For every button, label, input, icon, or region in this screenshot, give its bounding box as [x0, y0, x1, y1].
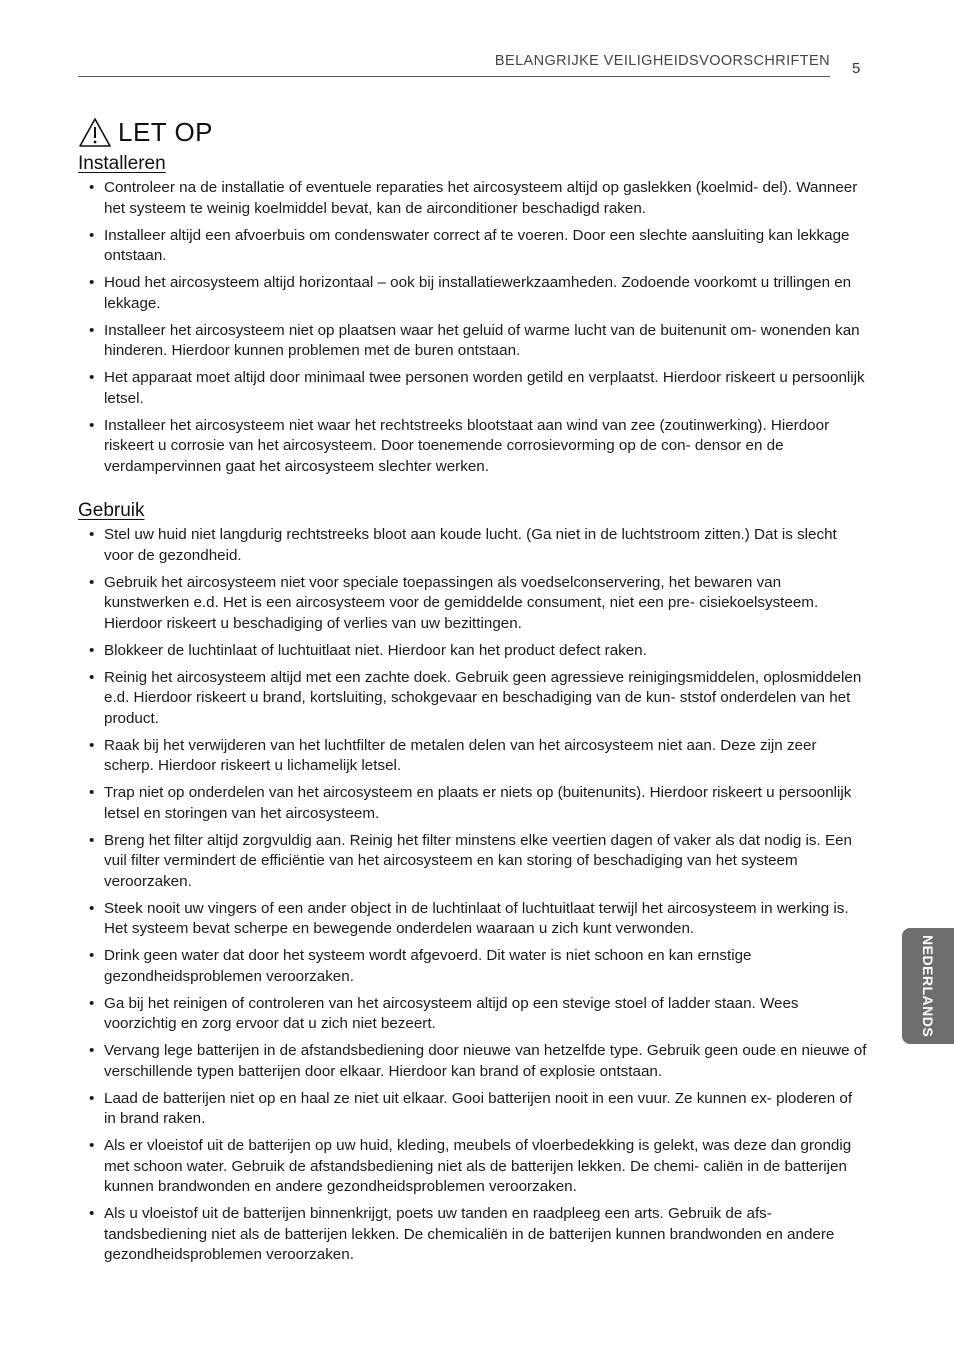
- page-number: 5: [852, 60, 861, 77]
- list-item: • Breng het filter altijd zorgvuldig aan. Reinig het filter minstens elke veertien dagen of vaker als dat nodig is. Een vuil filter vermindert de efficiëntie van het aircosysteem en kan storing of beschadiging van het systeem veroorzaken.: [78, 831, 868, 893]
- list-item: • Het apparaat moet altijd door minimaal twee personen worden getild en verplaatst. Hierdoor riskeert u persoonlijk letsel.: [78, 368, 868, 409]
- list-item: • Vervang lege batterijen in de afstandsbediening door nieuwe van hetzelfde type. Gebruik geen oude en nieuwe of verschillende typen batterijen door elkaar. Hierdoor kan brand of explosie ontstaan.: [78, 1041, 868, 1082]
- list-item: • Trap niet op onderdelen van het aircosysteem en plaats er niets op (buitenunits). Hierdoor riskeert u persoonlijk letsel en storingen van het aircosysteem.: [78, 783, 868, 824]
- list-item: • Laad de batterijen niet op en haal ze niet uit elkaar. Gooi batterijen nooit in een vuur. Ze kunnen ex- ploderen of in brand raken.: [78, 1089, 868, 1130]
- section-heading-installeren: Installeren: [78, 153, 166, 174]
- list-item: • Installeer altijd een afvoerbuis om condenswater correct af te voeren. Door een slechte aansluiting kan lekkage ontstaan.: [78, 226, 868, 267]
- list-item: • Als u vloeistof uit de batterijen binnenkrijgt, poets uw tanden en raadpleeg een arts. Gebruik de afs- tandsbediening niet als de batterijen lekken. De chemicaliën in de batterijen kunnen brandwonden en andere gezondheidsproblemen veroorzaken.: [78, 1204, 868, 1266]
- list-item: • Drink geen water dat door het systeem wordt afgevoerd. Dit water is niet schoon en kan ernstige gezondheidsproblemen veroorzaken.: [78, 946, 868, 987]
- caution-heading: [78, 117, 213, 148]
- caution-title: LET OP: [118, 117, 214, 147]
- installeren-list: [78, 178, 868, 484]
- list-item: • Als er vloeistof uit de batterijen op uw huid, kleding, meubels of vloerbedekking is gelekt, was deze dan grondig met schoon water. Gebruik de afstandsbediening niet als de batterijen lekken. De chemi- caliën in de batterijen kunnen brandwonden en andere gezondheidsproblemen veroorzaken.: [78, 1136, 868, 1198]
- header-rule: [78, 76, 830, 77]
- section-heading-gebruik: Gebruik: [78, 500, 145, 521]
- list-item: • Blokkeer de luchtinlaat of luchtuitlaat niet. Hierdoor kan het product defect raken.: [78, 641, 868, 662]
- list-item: • Installeer het aircosysteem niet op plaatsen waar het geluid of warme lucht van de buitenunit om- wonenden kan hinderen. Hierdoor kunnen problemen met de buren ontstaan.: [78, 321, 868, 362]
- list-item: • Ga bij het reinigen of controleren van het aircosysteem altijd op een stevige stoel of ladder staan. Wees voorzichtig en zorg ervoor dat u zich niet bezeert.: [78, 994, 868, 1035]
- warning-triangle-icon: [78, 117, 112, 148]
- gebruik-list: [78, 525, 868, 1272]
- header-title: BELANGRIJKE VEILIGHEIDSVOORSCHRIFTEN: [494, 53, 830, 69]
- list-item: • Stel uw huid niet langdurig rechtstreeks bloot aan koude lucht. (Ga niet in de luchtstroom zitten.) Dat is slecht voor de gezondheid.: [78, 525, 868, 566]
- list-item: • Reinig het aircosysteem altijd met een zachte doek. Gebruik geen agressieve reinigingsmiddelen, oplosmiddelen e.d. Hierdoor riskeert u brand, kortsluiting, schokgevaar en beschadiging van de kun- ststof onderdelen van het product.: [78, 668, 868, 730]
- list-item: • Steek nooit uw vingers of een ander object in de luchtinlaat of luchtuitlaat terwijl het aircosysteem in werking is. Het systeem bevat scherpe en bewegende onderdelen waaraan u zich kunt verwonden.: [78, 899, 868, 940]
- list-item: • Controleer na de installatie of eventuele reparaties het aircosysteem altijd op gaslekken (koelmid- del). Wanneer het systeem te weinig koelmiddel bevat, kan de airconditioner beschadigd raken.: [78, 178, 868, 219]
- language-tab-label: NEDERLANDS: [920, 934, 936, 1038]
- list-item: • Gebruik het aircosysteem niet voor speciale toepassingen als voedselconservering, het bewaren van kunstwerken e.d. Het is een aircosysteem voor de gemiddelde consument, niet een pre- cisiekoelsysteem. Hierdoor riskeert u beschadiging of verlies van uw bezittingen.: [78, 573, 868, 635]
- list-item: • Houd het aircosysteem altijd horizontaal – ook bij installatiewerkzaamheden. Zodoende voorkomt u trillingen en lekkage.: [78, 273, 868, 314]
- list-item: • Installeer het aircosysteem niet waar het rechtstreeks blootstaat aan wind van zee (zoutinwerking). Hierdoor riskeert u corrosie van het aircosysteem. Door toenemende corrosievorming op de con- densor en de verdampervinnen gaat het aircosysteem slechter werken.: [78, 416, 868, 478]
- list-item: • Raak bij het verwijderen van het luchtfilter de metalen delen van het aircosysteem niet aan. Deze zijn zeer scherp. Hierdoor riskeert u lichamelijk letsel.: [78, 736, 868, 777]
- language-side-tab: [902, 928, 954, 1044]
